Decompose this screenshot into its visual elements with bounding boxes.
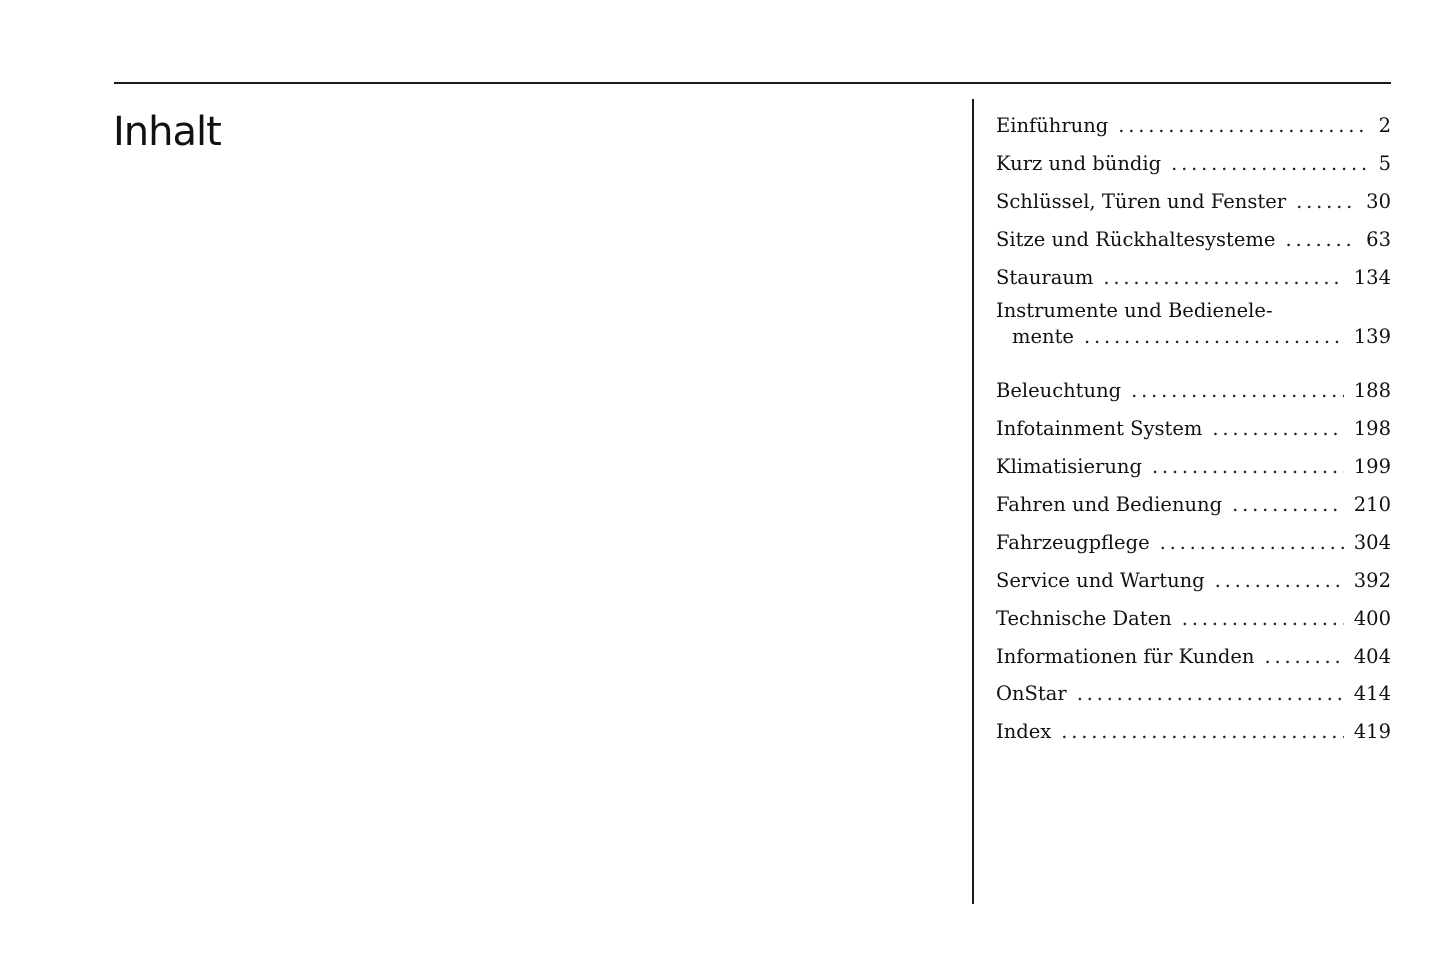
toc-page-number: 304 — [1353, 530, 1391, 554]
toc-entry-sitze-rueckhaltesysteme[interactable] — [996, 221, 1391, 259]
toc-entry-title: OnStar — [996, 682, 1067, 706]
toc-entry-title: Stauraum — [996, 265, 1094, 289]
toc-entry-index[interactable] — [996, 713, 1391, 751]
toc-dot-leader — [1171, 145, 1368, 183]
toc-entry-stauraum[interactable] — [996, 259, 1391, 297]
toc-entry-onstar[interactable] — [996, 675, 1391, 713]
toc-page-number: 414 — [1353, 682, 1391, 706]
toc-entry-title: Infotainment System — [996, 417, 1203, 441]
toc-dot-leader — [1061, 713, 1343, 751]
toc-entry-title: Technische Daten — [996, 606, 1172, 630]
toc-page-number: 199 — [1353, 455, 1391, 479]
toc-dot-leader — [1296, 183, 1356, 221]
toc-entry-fahrzeugpflege[interactable] — [996, 524, 1391, 562]
toc-page-number: 392 — [1353, 568, 1391, 592]
toc-entry-technische-daten[interactable] — [996, 600, 1391, 638]
toc-entry-title: Index — [996, 720, 1052, 744]
toc-dot-leader — [1212, 410, 1343, 448]
toc-entry-title-line2-row — [996, 324, 1391, 350]
toc-entry-fahren-bedienung[interactable] — [996, 486, 1391, 524]
toc-entry-beleuchtung[interactable] — [996, 372, 1391, 410]
toc-page-number: 404 — [1353, 644, 1391, 668]
toc-page-number: 198 — [1353, 417, 1391, 441]
toc-dot-leader — [1118, 107, 1368, 145]
toc-page-number: 30 — [1366, 189, 1391, 213]
toc-entry-title: Kurz und bündig — [996, 151, 1162, 175]
toc-entry-title: Fahren und Bedienung — [996, 493, 1223, 517]
toc-entry-title: Fahrzeugpflege — [996, 530, 1150, 554]
toc-page-number: 2 — [1378, 114, 1391, 137]
toc-page-number: 63 — [1366, 227, 1391, 251]
column-divider — [972, 99, 974, 904]
toc-entry-title: Sitze und Rückhaltesysteme — [996, 227, 1276, 251]
toc-dot-leader — [1131, 372, 1344, 410]
toc-entry-title-line2: mente — [1012, 325, 1074, 349]
toc-page-number: 5 — [1378, 151, 1391, 175]
toc-dot-leader — [1182, 600, 1344, 638]
toc-dot-leader — [1215, 562, 1344, 600]
toc-dot-leader — [1285, 221, 1356, 259]
toc-entry-schluessel-tueren-fenster[interactable] — [996, 183, 1391, 221]
top-rule — [114, 82, 1391, 84]
toc-page-number: 419 — [1353, 720, 1391, 744]
toc-entry-title: Schlüssel, Türen und Fenster — [996, 189, 1287, 213]
toc-entry-infotainment-system[interactable] — [996, 410, 1391, 448]
toc-page-number: 210 — [1353, 493, 1391, 517]
toc-entry-instrumente-bedienelemente[interactable] — [996, 296, 1391, 362]
toc-entry-klimatisierung[interactable] — [996, 448, 1391, 486]
toc-dot-leader — [1084, 324, 1344, 350]
toc-entry-title-line1: Instrumente und Bedienele- — [996, 299, 1273, 323]
toc-entry-title: Einführung — [996, 114, 1109, 137]
toc-dot-leader — [1152, 448, 1344, 486]
toc-entry-service-wartung[interactable] — [996, 562, 1391, 600]
page-title: Inhalt — [113, 109, 221, 155]
toc-entry-title: Informationen für Kunden — [996, 644, 1255, 668]
toc-entry-title: Service und Wartung — [996, 568, 1205, 592]
toc-dot-leader — [1160, 524, 1344, 562]
toc-entry-informationen-kunden[interactable] — [996, 638, 1391, 676]
toc-page-number: 139 — [1353, 325, 1391, 349]
toc-entry-kurz-und-buendig[interactable] — [996, 145, 1391, 183]
toc-entry-einfuehrung[interactable] — [996, 107, 1391, 145]
table-of-contents — [996, 107, 1391, 751]
toc-page-number: 188 — [1353, 379, 1391, 403]
toc-dot-leader — [1103, 259, 1343, 297]
toc-entry-title: Klimatisierung — [996, 455, 1142, 479]
toc-dot-leader — [1077, 675, 1344, 713]
toc-page-number: 134 — [1353, 265, 1391, 289]
toc-page-number: 400 — [1353, 606, 1391, 630]
toc-entry-title: Beleuchtung — [996, 379, 1122, 403]
toc-dot-leader — [1232, 486, 1344, 524]
toc-dot-leader — [1264, 638, 1343, 676]
